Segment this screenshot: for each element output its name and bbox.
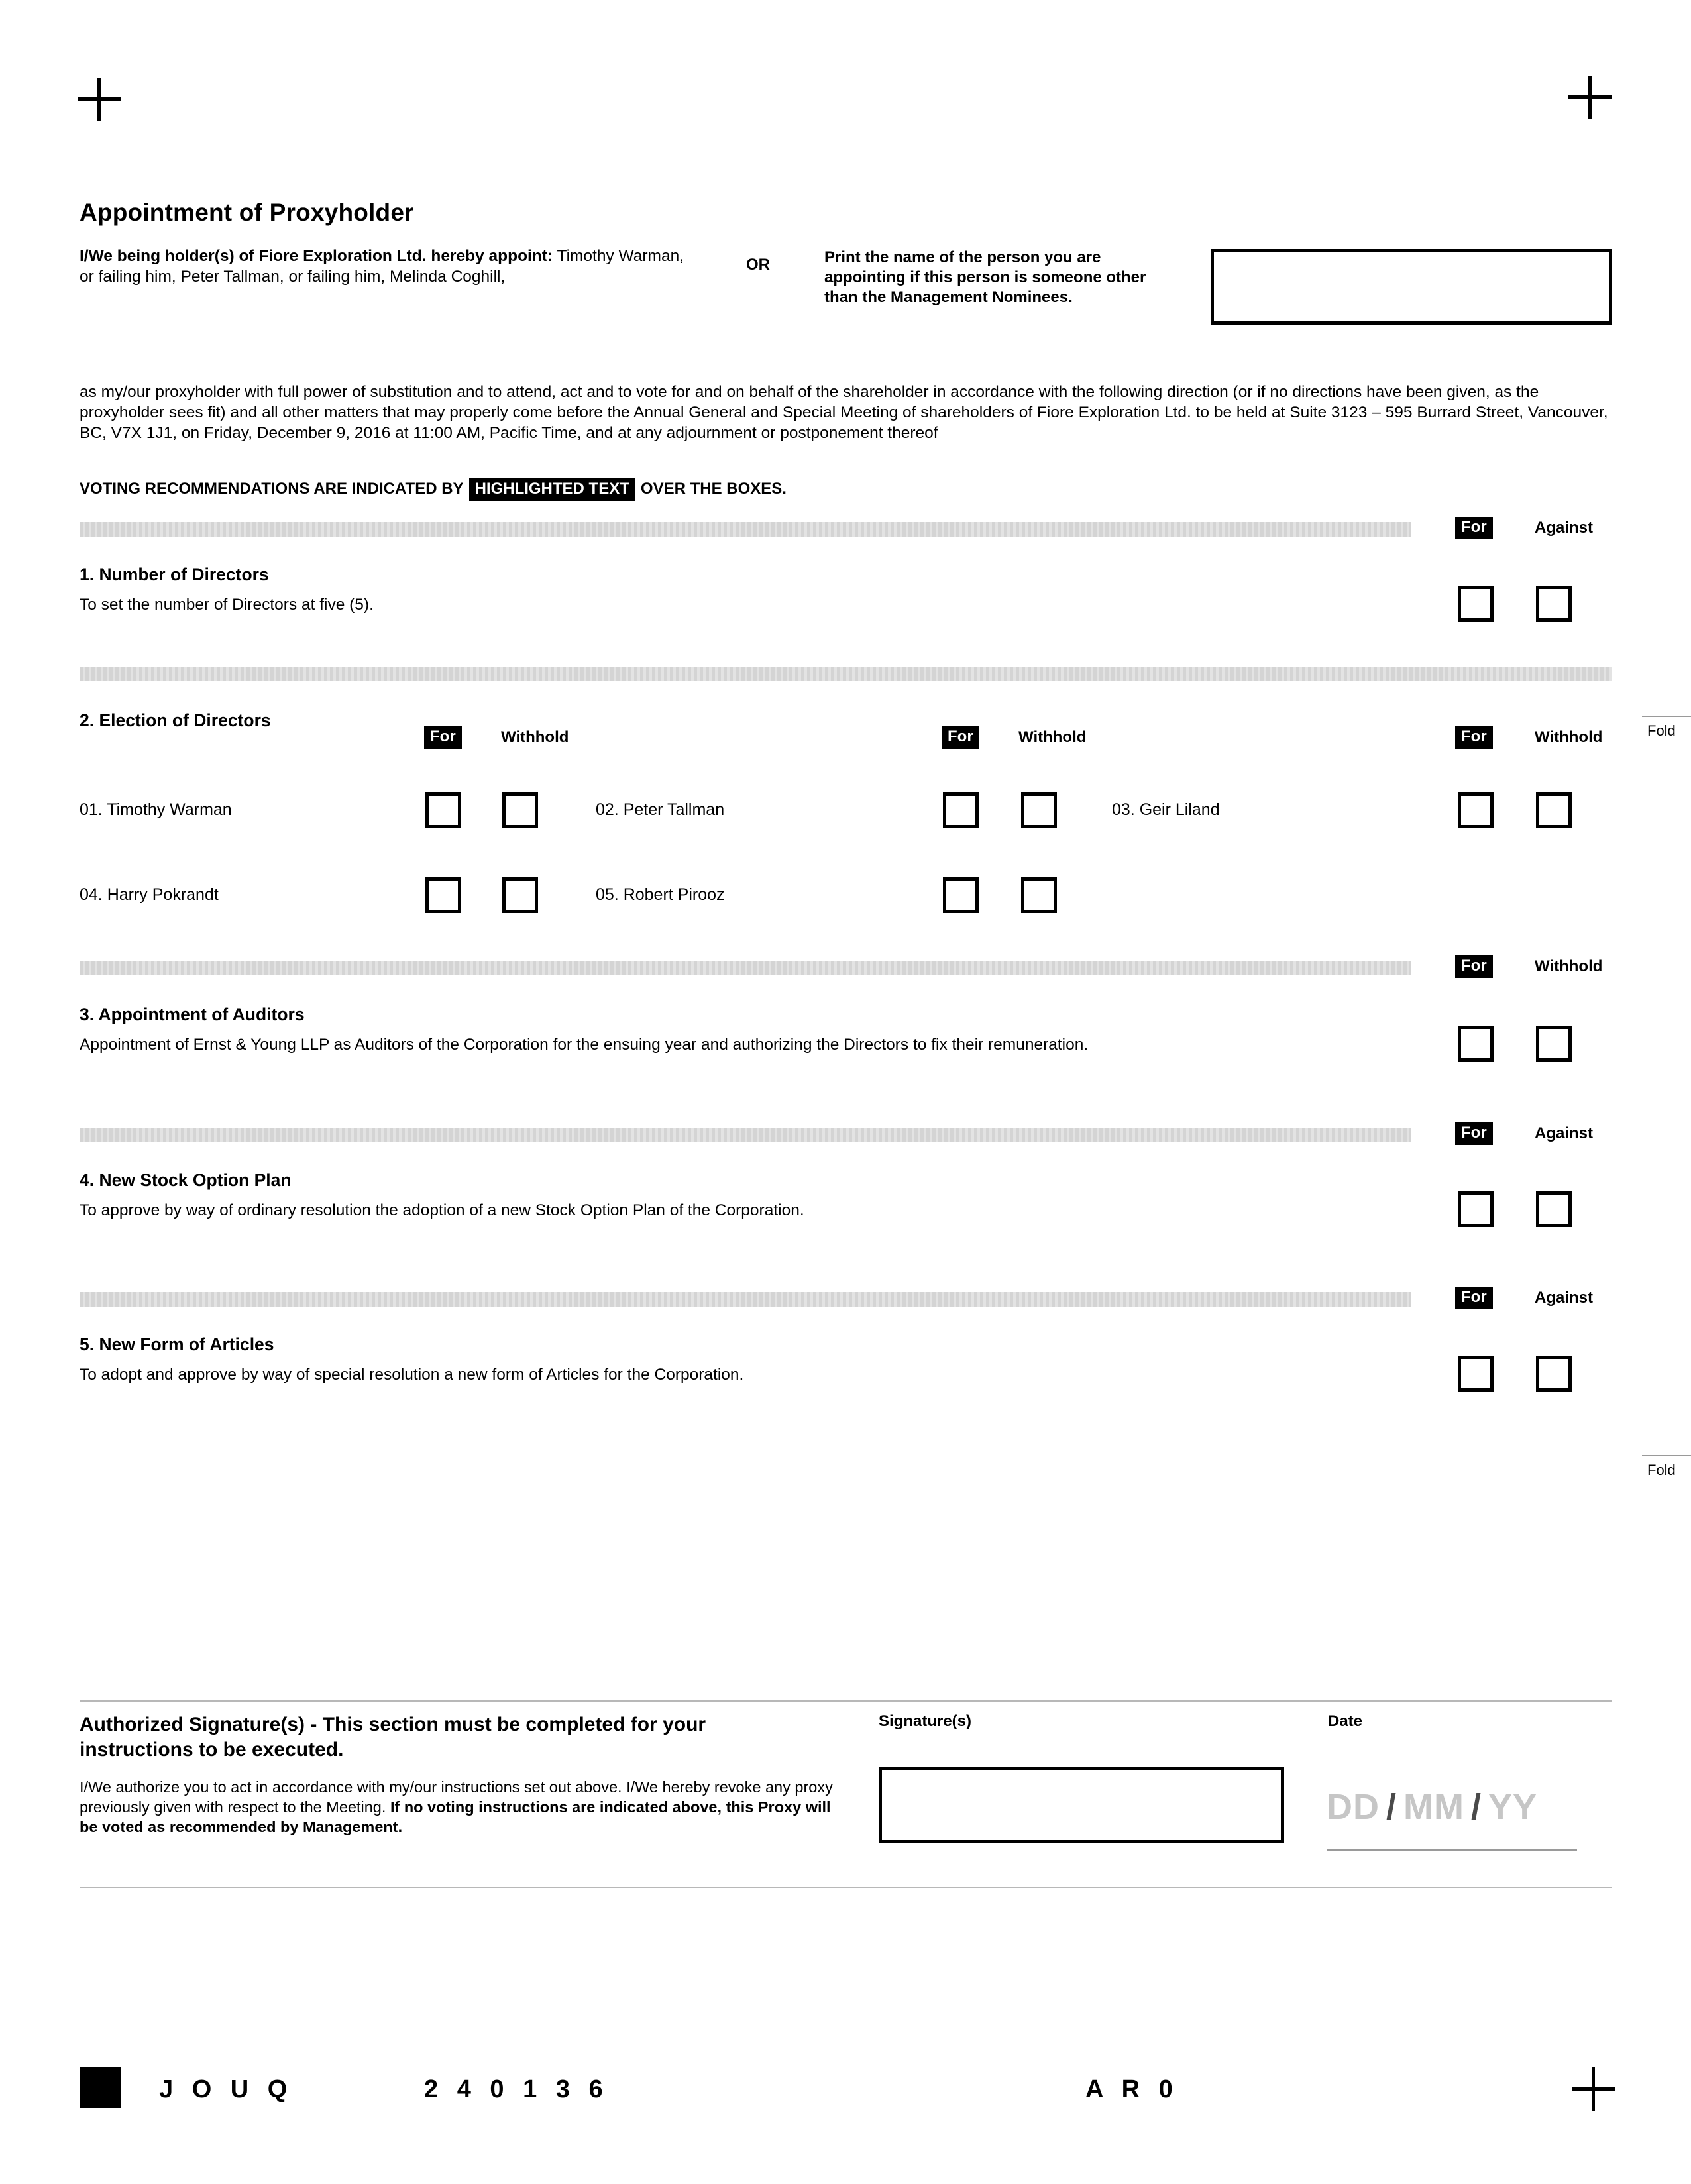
checkbox-director-04-withhold[interactable] <box>502 877 538 913</box>
divider-line <box>80 1700 1612 1702</box>
checkbox-auditors-for[interactable] <box>1458 1026 1494 1062</box>
proposal4-title: 4. New Stock Option Plan <box>80 1170 292 1190</box>
proposal5-description: To adopt and approve by way of special resolution a new form of Articles for the Corporation. <box>80 1366 744 1384</box>
withhold-header-label: Withhold <box>1018 728 1087 746</box>
print-name-instruction: Print the name of the person you are appointing if this person is someone other than the Management Nominees. <box>824 248 1146 306</box>
director-name: 03. Geir Liland <box>1112 800 1220 819</box>
checkbox-director-02-withhold[interactable] <box>1021 792 1057 828</box>
proposal2-title: 2. Election of Directors <box>80 710 271 730</box>
checkbox-articles-for[interactable] <box>1458 1356 1494 1392</box>
proxy-terms: as my/our proxyholder with full power of substitution and to attend, act and to vote for and on behalf of the shareholder in accordance with the following direction (or if no directions have been given, as the proxyholder sees fit) and all other matters that may properly come before the Annual General and Special Meeting of shareholders of Fiore Exploration Ltd. to be held at Suite 3123 – 595 Burrard Street, Vancouver, BC, V7X 1J1, on Friday, December 9, 2016 at 11:00 AM, Pacific Time, and at any adjournment or postponement thereof <box>80 383 1608 442</box>
proposal3-title: 3. Appointment of Auditors <box>80 1005 305 1024</box>
against-header-label: Against <box>1535 519 1594 537</box>
proposal1-description: To set the number of Directors at five (5). <box>80 596 374 614</box>
footer-code-1: J O U Q <box>159 2075 294 2103</box>
for-header-chip: For <box>1455 1287 1493 1309</box>
voting-recommendation-note <box>80 478 787 501</box>
signature-body-bold: If no voting instructions are indicated above, this Proxy will be voted as recommended by Management. <box>80 1798 831 1836</box>
withhold-header-label: Withhold <box>1535 957 1603 975</box>
date-underline <box>1327 1849 1577 1851</box>
appointment-intro-bold: I/We being holder(s) of Fiore Exploration Ltd. hereby appoint: <box>80 247 553 265</box>
appointment-intro-names: Timothy Warman, or failing him, Peter Tallman, or failing him, Melinda Coghill, <box>80 247 684 286</box>
date-separator: / <box>1470 1787 1482 1827</box>
footer-code-3: A R 0 <box>1085 2075 1179 2103</box>
withhold-header-label: Withhold <box>1535 728 1603 746</box>
proposal3-description: Appointment of Ernst & Young LLP as Auditors of the Corporation for the ensuing year and authorizing the Directors to fix their remuneration. <box>80 1036 1089 1054</box>
fold-line <box>1642 1455 1691 1456</box>
fold-label: Fold <box>1647 1462 1676 1478</box>
checkbox-director-05-for[interactable] <box>943 877 979 913</box>
checkbox-director-05-withhold[interactable] <box>1021 877 1057 913</box>
director-name: 05. Robert Pirooz <box>596 885 725 904</box>
proposal4-description: To approve by way of ordinary resolution the adoption of a new Stock Option Plan of the Corporation. <box>80 1201 804 1219</box>
for-header-chip: For <box>1455 726 1493 749</box>
section-divider-bar <box>80 522 1411 537</box>
signature-section-body <box>80 1777 848 1837</box>
for-header-chip: For <box>1455 517 1493 539</box>
crop-mark-icon <box>1568 76 1612 119</box>
checkbox-director-04-for[interactable] <box>425 877 461 913</box>
director-name: 04. Harry Pokrandt <box>80 885 219 904</box>
voting-note-after: OVER THE BOXES. <box>640 480 787 498</box>
fold-label: Fold <box>1647 722 1676 739</box>
registration-mark-icon <box>80 2067 121 2108</box>
highlighted-text-chip: HIGHLIGHTED TEXT <box>469 478 635 501</box>
date-label: Date <box>1328 1712 1363 1730</box>
checkbox-stock-option-against[interactable] <box>1536 1191 1572 1227</box>
crop-mark-icon <box>1572 2067 1615 2111</box>
for-header-chip: For <box>942 726 979 749</box>
date-yy-field[interactable]: YY <box>1488 1787 1538 1827</box>
date-mm-field[interactable]: MM <box>1403 1787 1464 1827</box>
checkbox-director-01-withhold[interactable] <box>502 792 538 828</box>
for-header-chip: For <box>1455 956 1493 978</box>
for-header-chip: For <box>1455 1122 1493 1145</box>
signature-section-heading: Authorized Signature(s) - This section must be completed for your instructions to be executed. <box>80 1714 706 1761</box>
proposal1-title: 1. Number of Directors <box>80 565 269 584</box>
footer-code-2: 2 4 0 1 3 6 <box>424 2075 609 2103</box>
or-label: OR <box>746 256 770 274</box>
against-header-label: Against <box>1535 1289 1594 1307</box>
withhold-header-label: Withhold <box>501 728 569 746</box>
date-placeholder[interactable] <box>1327 1786 1537 1828</box>
checkbox-director-01-for[interactable] <box>425 792 461 828</box>
checkbox-stock-option-for[interactable] <box>1458 1191 1494 1227</box>
date-dd-field[interactable]: DD <box>1327 1787 1380 1827</box>
section-divider-bar <box>80 1128 1411 1142</box>
against-header-label: Against <box>1535 1124 1594 1142</box>
for-header-chip: For <box>424 726 462 749</box>
checkbox-auditors-withhold[interactable] <box>1536 1026 1572 1062</box>
signature-box[interactable] <box>879 1767 1284 1843</box>
page-title: Appointment of Proxyholder <box>80 199 414 226</box>
fold-line <box>1642 716 1691 717</box>
divider-line <box>80 1887 1612 1888</box>
proposal5-title: 5. New Form of Articles <box>80 1335 274 1354</box>
checkbox-director-02-for[interactable] <box>943 792 979 828</box>
checkbox-director-03-withhold[interactable] <box>1536 792 1572 828</box>
section-divider-bar <box>80 1292 1411 1307</box>
checkbox-articles-against[interactable] <box>1536 1356 1572 1392</box>
voting-note-before: VOTING RECOMMENDATIONS ARE INDICATED BY <box>80 480 464 498</box>
signatures-label: Signature(s) <box>879 1712 972 1730</box>
crop-mark-icon <box>78 78 121 121</box>
date-separator: / <box>1386 1787 1397 1827</box>
section-divider-bar <box>80 667 1612 681</box>
appointee-name-box[interactable] <box>1211 249 1612 325</box>
checkbox-directors-count-for[interactable] <box>1458 586 1494 622</box>
appointment-intro <box>80 246 686 288</box>
signature-body-regular: I/We authorize you to act in accordance with my/our instructions set out above. I/We hereby revoke any proxy previously given with respect to the Meeting. <box>80 1778 833 1816</box>
checkbox-directors-count-against[interactable] <box>1536 586 1572 622</box>
section-divider-bar <box>80 961 1411 975</box>
checkbox-director-03-for[interactable] <box>1458 792 1494 828</box>
director-name: 02. Peter Tallman <box>596 800 725 819</box>
director-name: 01. Timothy Warman <box>80 800 232 819</box>
